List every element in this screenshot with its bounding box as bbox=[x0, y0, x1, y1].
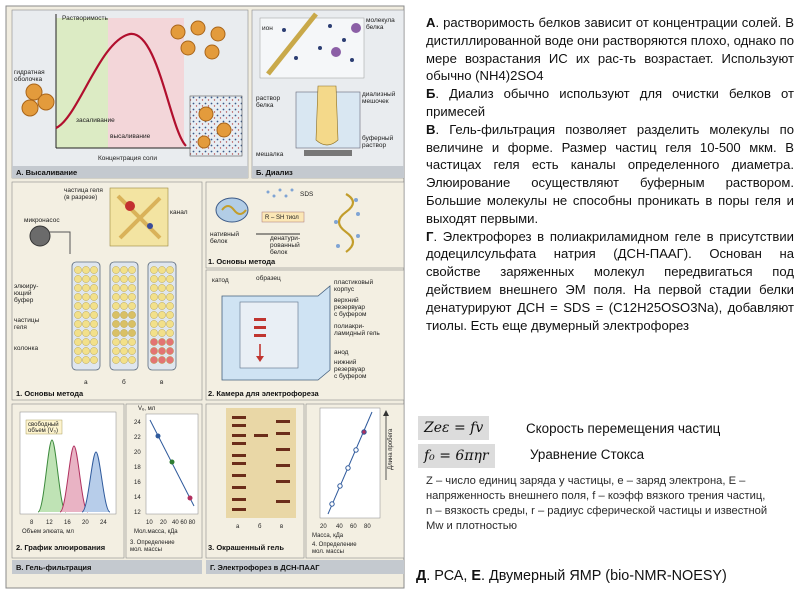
g1-caption: 1. Основы метода bbox=[208, 257, 276, 266]
methods-line bbox=[416, 568, 727, 584]
ve-ytick-3: 18 bbox=[134, 465, 141, 471]
gel-bead bbox=[112, 338, 119, 345]
gel-band bbox=[276, 464, 290, 467]
gel-bead bbox=[166, 338, 173, 345]
gel-bead bbox=[128, 266, 135, 273]
thiol-label: R – SH тиол bbox=[265, 215, 299, 221]
elution-xtick-3: 20 bbox=[82, 520, 89, 526]
gel-bead bbox=[150, 311, 157, 318]
panel-stained-gel bbox=[206, 404, 304, 558]
gel-particle-label-1: частица геля bbox=[64, 187, 103, 194]
gel-band bbox=[254, 434, 268, 437]
gel-bead bbox=[128, 338, 135, 345]
gel-bead bbox=[90, 302, 97, 309]
bag-label-1: диализный bbox=[362, 91, 396, 98]
hydrate-shell-label-2: оболочка bbox=[14, 76, 43, 83]
gel-bead bbox=[120, 266, 127, 273]
gel-bead bbox=[90, 284, 97, 291]
hydrate-shell-label-1: гидратная bbox=[14, 69, 45, 76]
mass-xtick-0: 20 bbox=[320, 524, 327, 530]
gel-bead bbox=[90, 356, 97, 363]
gel-bead bbox=[82, 284, 89, 291]
migration-point bbox=[330, 502, 334, 506]
gel-bead bbox=[82, 311, 89, 318]
gel-bead bbox=[74, 338, 81, 345]
gel-bead bbox=[112, 266, 119, 273]
gel-bead bbox=[74, 347, 81, 354]
gel-bead bbox=[120, 329, 127, 336]
gel-bead bbox=[166, 329, 173, 336]
gel-bead bbox=[112, 311, 119, 318]
letter-v: В bbox=[426, 121, 436, 137]
migration-point bbox=[354, 448, 358, 452]
panel-salting-out bbox=[12, 10, 248, 178]
buffer-label-2: раствор bbox=[362, 142, 387, 149]
dialysis-bag bbox=[316, 86, 338, 145]
salting-in-label: засаливание bbox=[76, 117, 115, 124]
chromatography-columns bbox=[72, 262, 176, 370]
gel-bead bbox=[120, 311, 127, 318]
sds-label: SDS bbox=[300, 191, 314, 198]
mw-xlabel: Мол.масса, кДа bbox=[134, 529, 178, 535]
gel-bead bbox=[158, 329, 165, 336]
gel-bead bbox=[128, 302, 135, 309]
gel-bead bbox=[82, 302, 89, 309]
column-a-label: а bbox=[84, 379, 88, 386]
gel-band bbox=[276, 500, 290, 503]
upper-reservoir-label-1: верхний bbox=[334, 297, 359, 304]
ve-ytick-1: 22 bbox=[134, 435, 141, 441]
v2-caption: 2. График элюирования bbox=[16, 543, 106, 552]
gel-bead bbox=[158, 311, 165, 318]
micropump bbox=[30, 226, 50, 246]
gel-band bbox=[232, 424, 246, 427]
letter-b: Б bbox=[426, 86, 436, 102]
gel-bead bbox=[74, 266, 81, 273]
gel-bead bbox=[166, 356, 173, 363]
ve-ytick-6: 12 bbox=[134, 510, 141, 516]
gel-bead bbox=[120, 302, 127, 309]
migration-point bbox=[346, 466, 350, 470]
paragraph-b-body: . Диализ обычно используют для очистки белков от примесей bbox=[426, 86, 794, 119]
methods-d-text: . РСА, bbox=[426, 568, 472, 584]
cathode-label: катод bbox=[212, 277, 229, 284]
gel-bead bbox=[82, 356, 89, 363]
gel-bead bbox=[112, 356, 119, 363]
gel-bead bbox=[112, 275, 119, 282]
v3-caption-1: 3. Определение bbox=[130, 540, 175, 546]
ion-label: ион bbox=[262, 25, 273, 32]
mass-xlabel: Масса, кДа bbox=[312, 533, 344, 539]
gel-bead bbox=[82, 347, 89, 354]
panel-electrophoresis-chamber bbox=[206, 270, 404, 400]
gel-bead bbox=[112, 347, 119, 354]
gel-bead bbox=[90, 347, 97, 354]
paragraph-g bbox=[426, 228, 794, 335]
gel-bead bbox=[120, 338, 127, 345]
ve-ytick-0: 24 bbox=[134, 420, 141, 426]
paragraph-v bbox=[426, 121, 794, 228]
mw-xtick-2: 40 60 80 bbox=[172, 520, 196, 526]
migration-point bbox=[338, 484, 342, 488]
panel-sds-principle bbox=[206, 182, 404, 268]
gel-bead bbox=[166, 302, 173, 309]
letter-a: А bbox=[426, 15, 436, 30]
gel-bead bbox=[82, 338, 89, 345]
gel-bead bbox=[150, 329, 157, 336]
formula-stokes: f₀ = 6πηr bbox=[418, 444, 495, 468]
gel-bead bbox=[90, 293, 97, 300]
gel-bead bbox=[112, 320, 119, 327]
panel-b-title: Б. Диализ bbox=[256, 168, 293, 177]
denatured-protein-label-2: рованный bbox=[270, 242, 300, 249]
denatured-protein-label-3: белок bbox=[270, 249, 288, 256]
g4-caption-2: мол. массы bbox=[312, 549, 344, 555]
gel-bead bbox=[74, 311, 81, 318]
gel-bead bbox=[166, 293, 173, 300]
eluting-buffer-label-2: ющий bbox=[14, 290, 32, 297]
ve-label: Vₑ, мл bbox=[138, 406, 156, 412]
methods-e-text: . Двумерный ЯМР (bio-NMR-NOESY) bbox=[480, 568, 727, 584]
migration-point bbox=[362, 430, 366, 434]
native-protein bbox=[216, 198, 248, 222]
solution-label-1: раствор bbox=[256, 95, 281, 102]
gel-bead bbox=[90, 329, 97, 336]
buffer-label-1: буферный bbox=[362, 135, 394, 142]
gel-bead bbox=[158, 266, 165, 273]
gel-bead bbox=[158, 275, 165, 282]
precipitate-box bbox=[190, 96, 242, 156]
stirrer-label: мешалка bbox=[256, 151, 284, 158]
v1-caption: 1. Основы метода bbox=[16, 389, 84, 398]
path-length-label: Длина пробега bbox=[388, 428, 394, 470]
gel-bead bbox=[120, 284, 127, 291]
paragraph-g-body: . Электрофорез в полиакриламидном геле в присутствии додецилсульфата натрия (ДСН-ПААГ). Основан на свойстве заряженных молекул передвигаться под действием внешнего ЭМ поля. На первой стадии белки денатурируют ДСН = SDS = (C12H25OSO3Na), добавляют тиолы. Есть еще двумерный электрофорез bbox=[426, 228, 794, 333]
gel-band bbox=[276, 420, 290, 423]
gel-particles-label-2: геля bbox=[14, 324, 27, 331]
ve-ytick-2: 20 bbox=[134, 450, 141, 456]
gel-bead bbox=[158, 347, 165, 354]
eluting-buffer-label-3: буфер bbox=[14, 297, 34, 304]
lane-label-b: б bbox=[258, 524, 262, 530]
gel-bead bbox=[120, 356, 127, 363]
gel-bead bbox=[128, 275, 135, 282]
solubility-axis-label: Растворимость bbox=[62, 15, 108, 22]
gel-bead bbox=[128, 347, 135, 354]
denatured-protein-label-1: денатури- bbox=[270, 235, 301, 242]
gel-bead bbox=[166, 320, 173, 327]
gel-bead bbox=[166, 347, 173, 354]
gel-bead bbox=[150, 266, 157, 273]
lower-reservoir-label-2: резервуар bbox=[334, 366, 365, 373]
gel-band bbox=[276, 448, 290, 451]
gel-bead bbox=[112, 284, 119, 291]
upper-reservoir-label-3: с буфером bbox=[334, 311, 367, 318]
gel-label-1: полиакри- bbox=[334, 323, 365, 330]
gel-bead bbox=[82, 320, 89, 327]
v3-caption-2: мол. массы bbox=[130, 547, 162, 553]
gel-bead bbox=[158, 338, 165, 345]
lane-label-a: а bbox=[236, 524, 240, 530]
gel-bead bbox=[120, 347, 127, 354]
gel-bead bbox=[90, 311, 97, 318]
case-label-1: пластиковый bbox=[334, 279, 374, 286]
gel-bead bbox=[158, 284, 165, 291]
mw-xtick-1: 20 bbox=[160, 520, 167, 526]
gel-bead bbox=[120, 275, 127, 282]
gel-band bbox=[232, 434, 246, 437]
gel-bead bbox=[82, 275, 89, 282]
molecule-label-1: молекула bbox=[366, 17, 395, 24]
gel-bead bbox=[112, 329, 119, 336]
gel-bead bbox=[82, 329, 89, 336]
column-c-label: в bbox=[160, 379, 164, 386]
gel-bead bbox=[128, 311, 135, 318]
letter-d: Д bbox=[416, 568, 427, 584]
free-volume-label-1: свободный bbox=[28, 422, 59, 428]
salt-conc-axis-label: Концентрация соли bbox=[98, 155, 157, 162]
gel-bead bbox=[150, 338, 157, 345]
gel-band bbox=[232, 498, 246, 501]
micropump-label: микронасос bbox=[24, 217, 60, 224]
elution-xlabel: Объем элюата, мл bbox=[22, 529, 74, 535]
column-label: колонка bbox=[14, 345, 39, 352]
native-protein-label-1: нативный bbox=[210, 231, 240, 238]
case-label-2: корпус bbox=[334, 286, 355, 293]
gel-band bbox=[232, 442, 246, 445]
gel-band bbox=[232, 474, 246, 477]
ve-ytick-5: 14 bbox=[134, 495, 141, 501]
letter-g: Г bbox=[426, 228, 434, 244]
mw-xtick-0: 10 bbox=[146, 520, 153, 526]
formula-stokes-caption: Уравнение Стокса bbox=[530, 447, 645, 462]
gel-bead bbox=[120, 320, 127, 327]
gel-label-2: ламидный гель bbox=[334, 330, 380, 337]
formula-velocity-caption: Скорость перемещения частиц bbox=[526, 421, 721, 436]
molecule-label-2: белка bbox=[366, 24, 384, 31]
gel-band bbox=[276, 432, 290, 435]
solution-label-2: белка bbox=[256, 102, 274, 109]
panel-a-title: А. Высаливание bbox=[16, 168, 78, 177]
paragraph-a-body: . растворимость белков зависит от концентрации солей. В дистиллированной воде они растворяются плохо, однако по мере возрастания ИС их рас-ть возрастает. Используют обычно (NH4)2SO4 bbox=[426, 15, 794, 84]
elution-xtick-1: 12 bbox=[46, 520, 53, 526]
panel-elution-graph bbox=[12, 404, 124, 558]
bag-label-2: мешочек bbox=[362, 98, 389, 105]
gel-bead bbox=[150, 347, 157, 354]
upper-reservoir-label-2: резервуар bbox=[334, 304, 365, 311]
gel-bead bbox=[150, 356, 157, 363]
gel-bead bbox=[166, 266, 173, 273]
gel-bead bbox=[90, 338, 97, 345]
formula-velocity: Zeε = fv bbox=[418, 416, 489, 440]
gel-bead bbox=[150, 320, 157, 327]
gel-bead bbox=[150, 284, 157, 291]
lane-label-c: в bbox=[280, 524, 284, 530]
gel-bead bbox=[74, 302, 81, 309]
eluting-buffer-label-1: элюиру- bbox=[14, 283, 39, 290]
gel-bead bbox=[112, 293, 119, 300]
standard-point-1 bbox=[156, 434, 161, 439]
gel-bead bbox=[74, 293, 81, 300]
gel-bead bbox=[128, 284, 135, 291]
gel-band bbox=[232, 508, 246, 511]
panel-gel-filtration-principle bbox=[12, 182, 202, 400]
panel-mw-migration bbox=[306, 404, 404, 558]
footer-gel-filtration: В. Гель-фильтрация bbox=[16, 563, 92, 572]
notation-text: Z – число единиц заряда у частицы, e – заряд электрона, E – напряженность внешнего поля, f – коэфф вязкого трения частиц, n – вязкость среды, r – радиус сферической частицы и известной Mw и плотностью bbox=[426, 475, 768, 532]
native-protein-label-2: белок bbox=[210, 238, 228, 245]
anode-label: анод bbox=[334, 349, 349, 356]
elution-xtick-0: 8 bbox=[30, 520, 34, 526]
sample-label: образец bbox=[256, 275, 281, 282]
gel-band bbox=[232, 462, 246, 465]
explanation-text bbox=[426, 14, 794, 334]
paragraph-b bbox=[426, 85, 794, 121]
gel-bead bbox=[82, 266, 89, 273]
paragraph-v-body: . Гель-фильтрация позволяет разделить молекулы по величине и форме. Размер частиц геля 10-500 мкм. В частицах геля есть каналы определенного диаметра. Элюирование осуществляют буферным раствором. Большие молекулы не способны проникать в поры геля и выходят первыми. bbox=[426, 121, 794, 226]
footer-electrophoresis: Г. Электрофорез в ДСН-ПААГ bbox=[210, 563, 320, 572]
column-b-label: б bbox=[122, 379, 126, 386]
salting-out-label: высаливание bbox=[110, 133, 151, 140]
mass-xtick-2: 60 bbox=[350, 524, 357, 530]
g4-caption-1: 4. Определение bbox=[312, 542, 357, 548]
gel-bead bbox=[128, 356, 135, 363]
gel-bead bbox=[74, 329, 81, 336]
gel-bead bbox=[90, 275, 97, 282]
gel-bead bbox=[158, 293, 165, 300]
gel-bead bbox=[82, 293, 89, 300]
gel-bead bbox=[150, 293, 157, 300]
ve-ytick-4: 16 bbox=[134, 480, 141, 486]
gel-bead bbox=[158, 356, 165, 363]
panel-dialysis bbox=[252, 10, 404, 178]
gel-bead bbox=[150, 302, 157, 309]
gel-bead bbox=[112, 302, 119, 309]
gel-bead bbox=[128, 329, 135, 336]
gel-bead bbox=[128, 320, 135, 327]
gel-bead bbox=[166, 275, 173, 282]
gel-bead bbox=[74, 356, 81, 363]
elution-xtick-4: 24 bbox=[100, 520, 107, 526]
letter-e: Е bbox=[471, 568, 481, 584]
free-volume-label-2: объем (V₀) bbox=[28, 428, 58, 434]
gel-bead bbox=[150, 275, 157, 282]
gel-band bbox=[232, 486, 246, 489]
lower-reservoir-label-1: нижний bbox=[334, 359, 357, 366]
gel-bead bbox=[166, 284, 173, 291]
standard-point-2 bbox=[170, 460, 175, 465]
gel-band bbox=[276, 480, 290, 483]
mass-xtick-3: 80 bbox=[364, 524, 371, 530]
gel-bead bbox=[128, 293, 135, 300]
gel-bead bbox=[90, 320, 97, 327]
gel-band bbox=[232, 416, 246, 419]
channel-label: канал bbox=[170, 209, 188, 216]
gel-bead bbox=[120, 293, 127, 300]
g3-caption: 3. Окрашенный гель bbox=[208, 543, 284, 552]
paragraph-a bbox=[426, 14, 794, 85]
gel-bead bbox=[90, 266, 97, 273]
gel-bead bbox=[74, 320, 81, 327]
gel-particle-label-2: (в разрезе) bbox=[64, 194, 98, 201]
panel-mw-elution bbox=[126, 404, 202, 558]
standard-point-3 bbox=[188, 496, 193, 501]
elution-xtick-2: 16 bbox=[64, 520, 71, 526]
gel-bead bbox=[74, 275, 81, 282]
gel-particles-label-1: частицы bbox=[14, 317, 40, 324]
gel-bead bbox=[166, 311, 173, 318]
gel-bead bbox=[158, 302, 165, 309]
mass-xtick-1: 40 bbox=[336, 524, 343, 530]
lower-reservoir-label-3: с буфером bbox=[334, 373, 367, 380]
g2-caption: 2. Камера для электрофореза bbox=[208, 389, 319, 398]
gel-band bbox=[232, 454, 246, 457]
gel-bead bbox=[158, 320, 165, 327]
gel-bead bbox=[74, 284, 81, 291]
